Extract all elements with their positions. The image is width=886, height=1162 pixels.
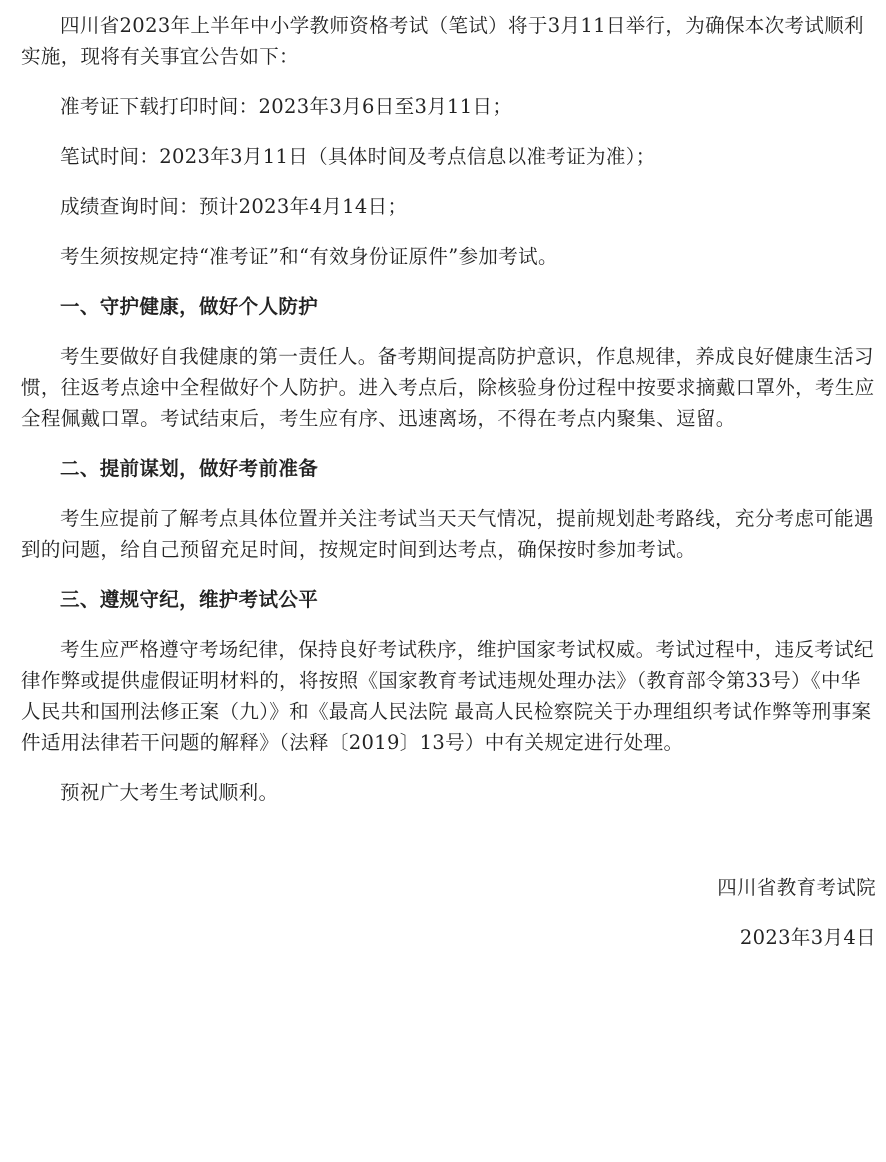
- closing-paragraph: 预祝广大考生考试顺利。: [60, 781, 279, 804]
- section1-heading: 一、守护健康，做好个人防护: [60, 295, 319, 318]
- admission-ticket-paragraph: 准考证下载打印时间：2023年3月6日至3月11日；: [60, 95, 513, 118]
- notice-document: [0, 10, 886, 1162]
- documents-paragraph: 考生须按规定持“准考证”和“有效身份证原件”参加考试。: [60, 245, 558, 268]
- section2-paragraph: 考生应提前了解考点具体位置并关注考试当天天气情况，提前规划赴考路线，充分考虑可能遇到的问题，给自己预留充足时间，按规定时间到达考点，确保按时参加考试。: [21, 507, 874, 561]
- score-query-paragraph: 成绩查询时间：预计2023年4月14日；: [60, 195, 408, 218]
- date: 2023年3月4日: [739, 926, 876, 949]
- exam-time-paragraph: 笔试时间：2023年3月11日（具体时间及考点信息以准考证为准）；: [60, 145, 656, 168]
- intro-paragraph: 四川省2023年上半年中小学教师资格考试（笔试）将于3月11日举行，为确保本次考试顺利实施，现将有关事宜公告如下：: [21, 14, 864, 68]
- section1-paragraph: 考生要做好自我健康的第一责任人。备考期间提高防护意识，作息规律，养成良好健康生活习惯，往返考点途中全程做好个人防护。进入考点后，除核验身份过程中按要求摘戴口罩外，考生应全程佩戴口罩。考试结束后，考生应有序、迅速离场，不得在考点内聚集、逗留。: [21, 345, 875, 430]
- section3-paragraph: 考生应严格遵守考场纪律，保持良好考试秩序，维护国家考试权威。考试过程中，违反考试纪律作弊或提供虚假证明材料的，将按照《国家教育考试违规处理办法》（教育部令第33号）《中华人民共和国刑法修正案（九）》和《最高人民法院 最高人民检察院关于办理组织考试作弊等刑事案件适用法律若干问题的解释》（法释〔2019〕13号）中有关规定进行处理。: [21, 638, 874, 754]
- section2-heading: 二、提前谋划，做好考前准备: [60, 457, 319, 480]
- section3-heading: 三、遵规守纪，维护考试公平: [60, 588, 319, 611]
- signature: 四川省教育考试院: [717, 876, 876, 899]
